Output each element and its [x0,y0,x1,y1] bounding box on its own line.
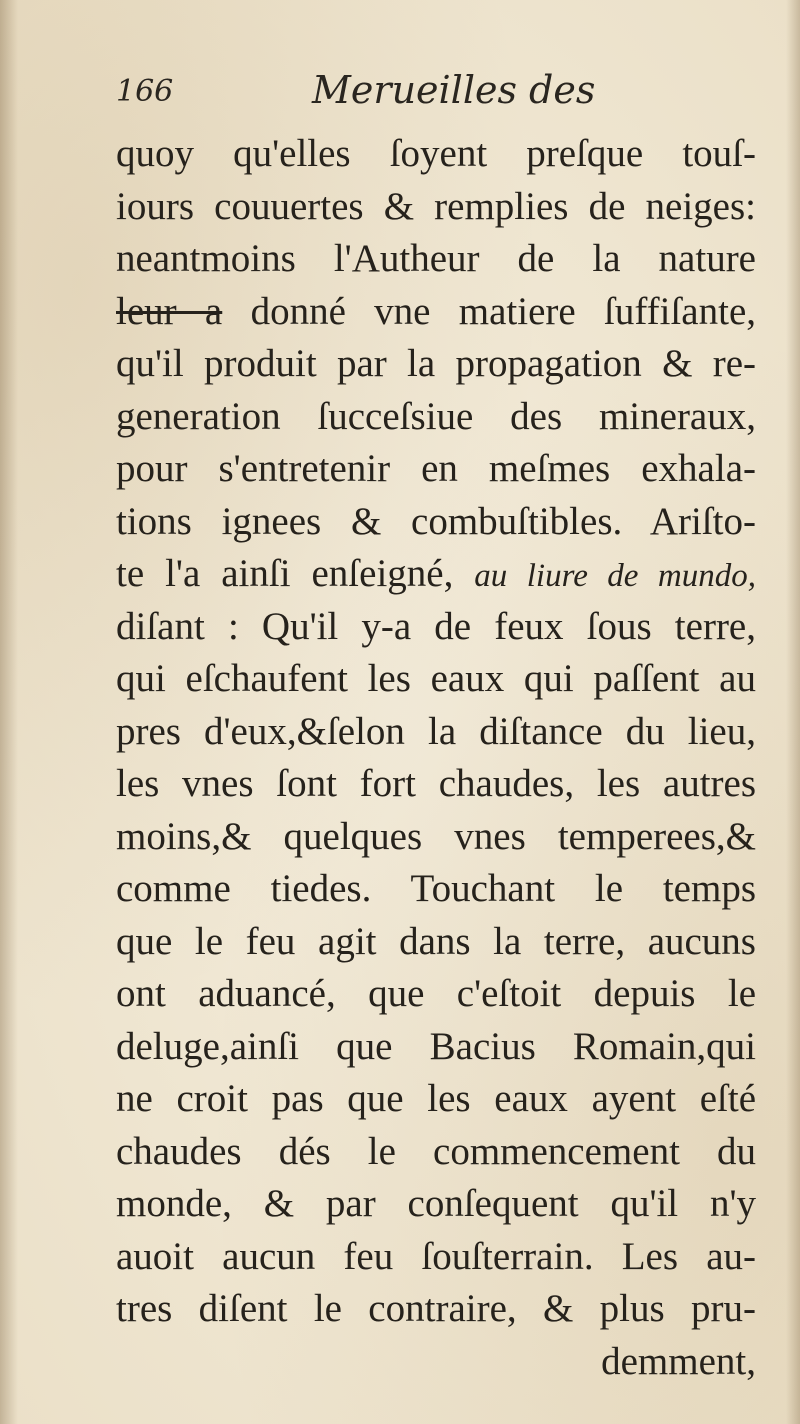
text-line: chaudes dés le commencement du [116,1129,756,1173]
running-head: Merueilles des [312,68,596,112]
text-line [116,286,756,339]
catchword-line: demment, [601,1339,756,1383]
text-line: neantmoins l'Autheur de la nature [116,237,756,280]
text-segment: te l'a ainſi enſeigné, [116,552,454,595]
italic-citation: au liure de mundo, [474,558,756,594]
text-line: auoit aucun feu ſouſterrain. Les au- [116,1234,756,1278]
text-line: tres diſent le contraire, & plus pru- [116,1287,756,1330]
text-line: generation ſucceſsiue des mineraux, [116,394,756,438]
page-edge-shadow-right [786,0,800,1424]
text-line: ne croit pas que les eaux ayent eſté [116,1077,756,1120]
text-line: qu'il produit par la propagation & re- [116,342,756,385]
body-text [116,128,756,1388]
page-header [116,68,756,118]
text-line: les vnes ſont fort chaudes, les autres [116,762,756,805]
text-line: qui eſchaufent les eaux qui paſſent au [116,657,756,700]
text-line: deluge,ainſi que Bacius Romain,qui [116,1024,756,1068]
struck-text: leur a [116,289,223,333]
text-line: ont aduancé, que c'eſtoit depuis le [116,972,756,1015]
text-line: diſant : Qu'il y-a de feux ſous terre, [116,604,756,648]
text-line: que le feu agit dans la terre, aucuns [116,919,756,963]
page-number: 166 [116,74,174,109]
text-line: comme tiedes. Touchant le temps [116,867,756,910]
text-line: pres d'eux,&ſelon la diſtance du lieu, [116,709,756,753]
text-line: moins,& quelques vnes temperees,& [116,814,756,858]
text-line: iours couuertes & remplies de neiges: [116,184,756,228]
text-line: pour s'entretenir en meſmes exhala- [116,447,756,490]
text-line: tions ignees & combuſtibles. Ariſto- [116,499,756,543]
text-line [116,548,756,601]
text-line: quoy qu'elles ſoyent preſque touſ- [116,132,756,175]
page-edge-shadow-left [0,0,18,1424]
text-line: monde, & par conſequent qu'il n'y [116,1182,756,1225]
text-segment: donné vne matiere ſuffiſante, [250,289,756,333]
